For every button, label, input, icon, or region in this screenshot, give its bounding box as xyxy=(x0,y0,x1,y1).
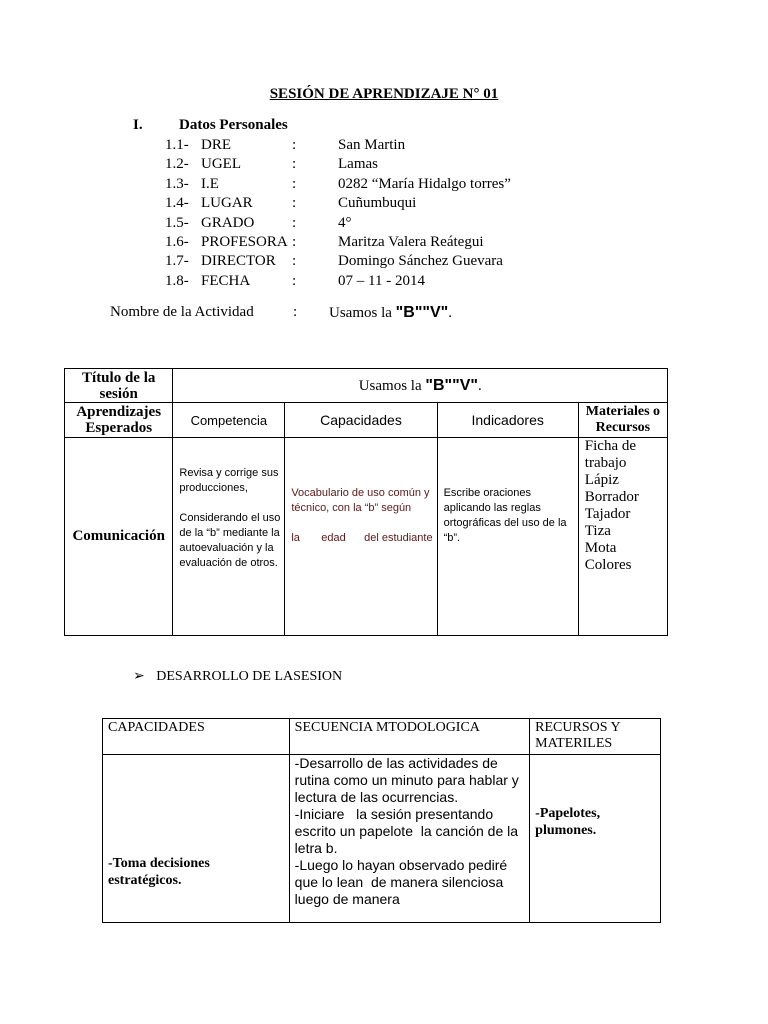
titulo-label: Título de la sesión xyxy=(65,369,173,403)
material-item: Mota xyxy=(584,540,617,556)
header-indicadores: Indicadores xyxy=(437,403,578,438)
datos-number: 1.3- xyxy=(165,175,189,192)
datos-number: 1.4- xyxy=(165,195,189,212)
secuencia-step: -Iniciare la sesión presentando escrito un papelote la canción de la letra b. xyxy=(294,806,522,856)
datos-colon: : xyxy=(292,195,297,212)
datos-label: DRE xyxy=(201,137,231,153)
datos-number: 1.1- xyxy=(165,137,189,153)
header-competencia: Competencia xyxy=(173,403,285,438)
datos-label: FECHA xyxy=(201,272,251,289)
datos-number: 1.6- xyxy=(165,234,189,250)
datos-label: I.E xyxy=(201,175,219,192)
datos-label: LUGAR xyxy=(201,195,253,212)
datos-label: GRADO xyxy=(201,214,255,231)
titulo-suffix: . xyxy=(477,377,482,394)
titulo-letters: "B""V" xyxy=(425,376,478,394)
datos-colon: : xyxy=(292,234,297,250)
datos-value: 4° xyxy=(338,214,352,231)
material-item: Tajador xyxy=(584,506,631,522)
material-item: Borrador xyxy=(584,489,639,505)
datos-colon: : xyxy=(292,156,297,173)
material-item: Tiza xyxy=(584,523,611,539)
capacidades-text-2: la edad del estudiante xyxy=(291,532,433,544)
secuencia-cell xyxy=(289,755,529,923)
recursos-cell: -Papelotes, plumones. xyxy=(530,755,661,923)
capacidades-text-1: Vocabulario de uso común y técnico, con la “b” según xyxy=(291,487,430,514)
datos-colon: : xyxy=(292,272,297,289)
desarrollo-heading xyxy=(133,668,342,685)
datos-colon: : xyxy=(292,175,297,192)
material-item: Lápiz xyxy=(584,472,619,488)
material-item: Ficha de trabajo xyxy=(584,438,637,471)
desarrollo-table xyxy=(102,718,661,923)
titulo-prefix: Usamos la xyxy=(358,377,422,394)
secuencia-step: -Luego lo hayan observado pediré que lo lean de manera silenciosa luego de manera xyxy=(294,857,515,907)
page-title: SESIÓN DE APRENDIZAJE N° 01 xyxy=(269,86,499,102)
secuencia-step: -Desarrollo de las actividades de rutina como un minuto para hablar y lectura de las ocurrencias. xyxy=(294,755,523,805)
activity-colon: : xyxy=(293,304,298,320)
datos-value: 07 – 11 - 2014 xyxy=(338,272,425,289)
datos-label: DIRECTOR xyxy=(201,253,276,270)
section-number: I. xyxy=(133,117,143,133)
datos-value: Maritza Valera Reátegui xyxy=(338,234,484,250)
titulo-value xyxy=(173,369,668,403)
header-recursos: RECURSOS Y MATERILES xyxy=(530,719,661,755)
competencia-text-1: Revisa y corrige sus producciones, xyxy=(179,467,279,494)
secuencia-list xyxy=(295,755,524,908)
desarrollo-text: DESARROLLO DE LASESION xyxy=(156,669,343,684)
datos-colon: : xyxy=(292,214,297,231)
header-secuencia: SECUENCIA MTODOLOGICA xyxy=(289,719,529,755)
capacidad-cell: -Toma decisiones estratégicos. xyxy=(103,755,290,923)
session-table xyxy=(64,368,668,636)
capacidades-cell xyxy=(285,438,437,636)
activity-letters: "B""V" xyxy=(395,304,449,321)
header-capacidades-text: Capacidades xyxy=(320,412,402,428)
datos-colon: : xyxy=(292,253,297,270)
competencia-cell xyxy=(173,438,285,636)
arrow-bullet-icon: ➢ xyxy=(133,669,145,684)
area-comunicacion: Comunicación xyxy=(65,438,173,636)
datos-label: UGEL xyxy=(201,156,241,173)
materiales-cell xyxy=(578,438,667,636)
datos-number: 1.7- xyxy=(165,253,189,270)
materiales-list xyxy=(585,438,663,574)
datos-number: 1.5- xyxy=(165,214,189,231)
activity-prefix: Usamos la xyxy=(329,305,392,321)
datos-number: 1.2- xyxy=(165,156,189,173)
datos-colon: : xyxy=(292,137,297,153)
activity-name xyxy=(329,304,452,322)
header-capacidades-2: CAPACIDADES xyxy=(103,719,290,755)
datos-value: Domingo Sánchez Guevara xyxy=(338,253,503,270)
datos-value: 0282 “María Hidalgo torres” xyxy=(338,175,511,192)
section-heading: Datos Personales xyxy=(179,117,288,133)
datos-value: Lamas xyxy=(338,156,378,173)
material-item: Colores xyxy=(584,557,632,573)
header-aprendizajes: Aprendizajes Esperados xyxy=(65,403,173,438)
header-capacidades xyxy=(285,403,437,438)
datos-label: PROFESORA xyxy=(201,234,288,250)
activity-suffix: . xyxy=(448,305,452,321)
competencia-text-2: Considerando el uso de la “b” mediante la autoevaluación y la evaluación de otros. xyxy=(179,512,281,569)
datos-value: San Martin xyxy=(338,137,406,153)
activity-label: Nombre de la Actividad xyxy=(110,304,254,320)
header-materiales: Materiales o Recursos xyxy=(578,403,667,438)
datos-value: Cuñumbuqui xyxy=(338,195,417,212)
indicadores-cell: Escribe oraciones aplicando las reglas ortográficas del uso de la “b”. xyxy=(437,438,578,636)
datos-number: 1.8- xyxy=(165,272,189,289)
